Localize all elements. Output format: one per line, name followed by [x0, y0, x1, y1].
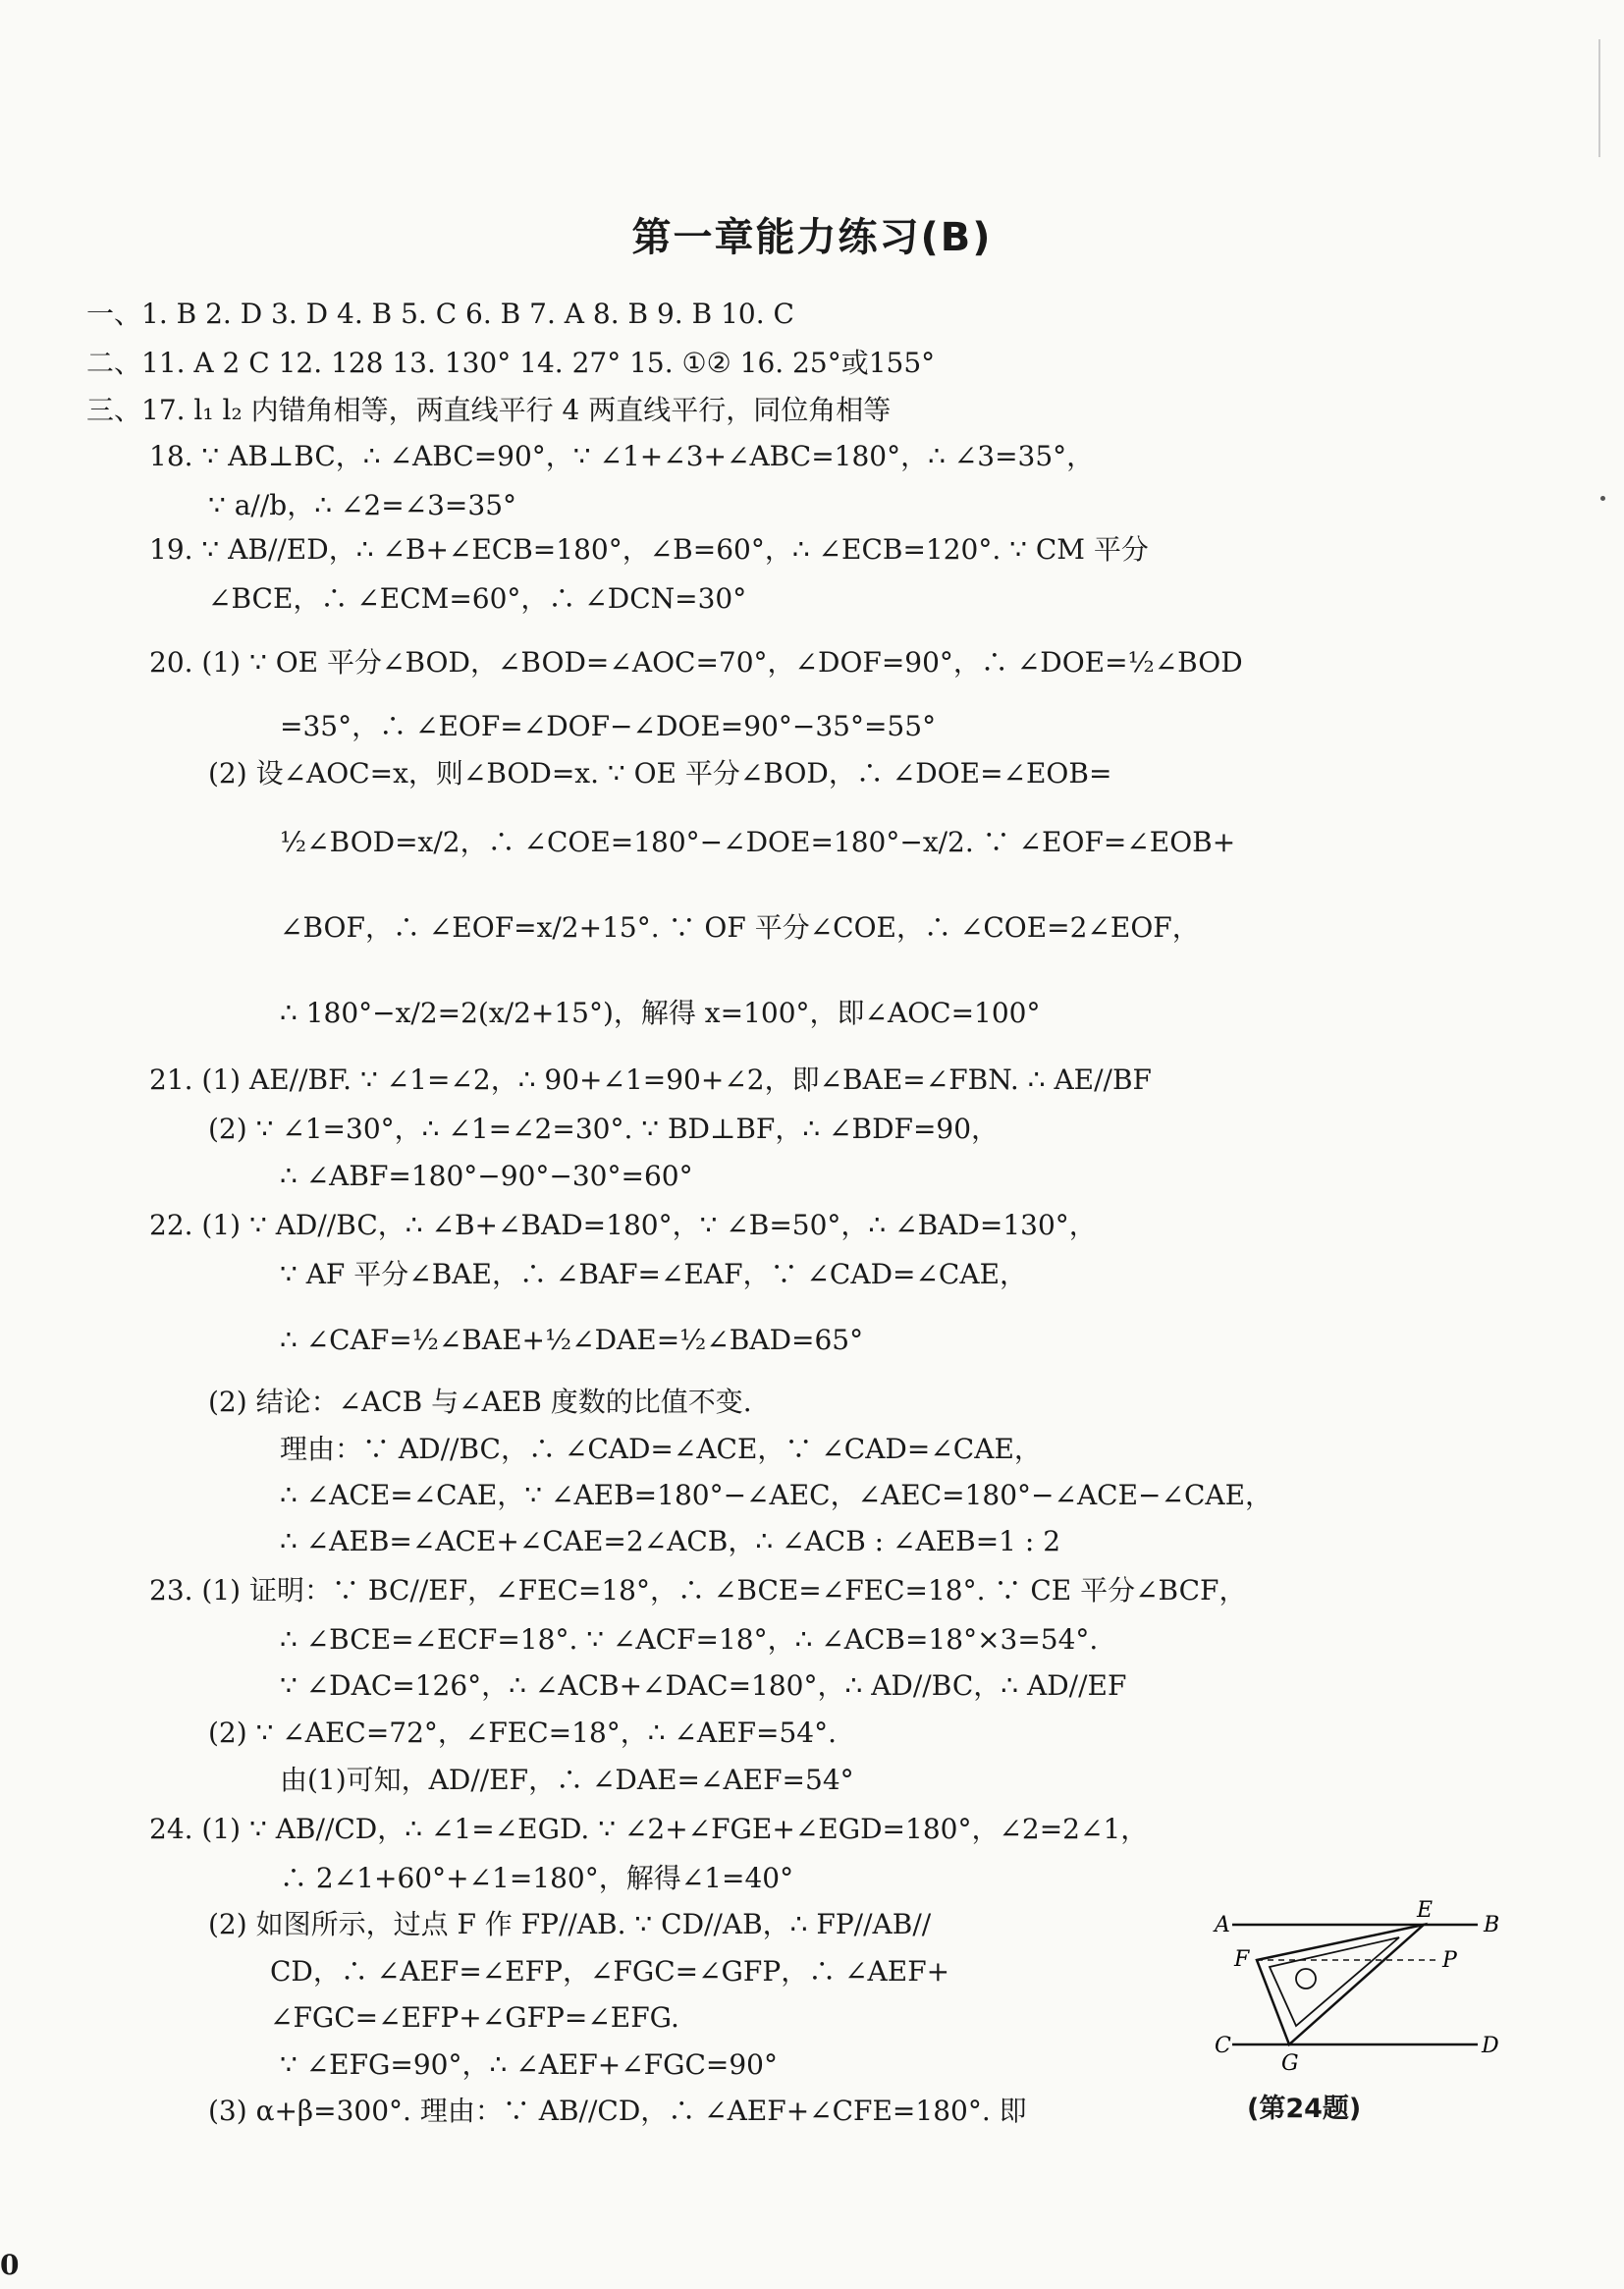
answer-line-18a: 18. ∵ AB⊥BC，∴ ∠ABC=90°，∵ ∠1+∠3+∠ABC=180°，∴ ∠3=35°， — [149, 440, 1095, 472]
answer-line-21a: 21. (1) AE//BF. ∵ ∠1=∠2，∴ 90+∠1=90+∠2，即∠BAE=∠FBN. ∴ AE//BF — [149, 1063, 1152, 1096]
answer-line-3: 三、17. l₁ l₂ 内错角相等，两直线平行 4 两直线平行，同位角相等 — [86, 394, 892, 426]
label-d: D — [1482, 2034, 1499, 2058]
page-title: 第一章能力练习(B) — [631, 215, 993, 260]
figure-caption: (第24题) — [1247, 2094, 1362, 2124]
answer-line-22f: ∴ ∠ACE=∠CAE，∵ ∠AEB=180°−∠AEC，∠AEC=180°−∠ACE−∠CAE， — [280, 1479, 1273, 1511]
answer-line-20e: ∠BOF，∴ ∠EOF=x/2+15°. ∵ OF 平分∠COE，∴ ∠COE=2∠EOF， — [280, 911, 1200, 944]
label-e: E — [1417, 1898, 1434, 1923]
label-g: G — [1281, 2051, 1299, 2076]
answer-line-2: 二、11. A 2 C 12. 128 13. 130° 14. 27° 15. ①② 16. 25°或155° — [86, 347, 936, 379]
answer-line-22a: 22. (1) ∵ AD//BC，∴ ∠B+∠BAD=180°，∵ ∠B=50°，∴ ∠BAD=130°， — [149, 1209, 1097, 1241]
answer-line-24e: ∠FGC=∠EFP+∠GFP=∠EFG. — [270, 2001, 679, 2034]
label-f: F — [1234, 1947, 1250, 1972]
answer-line-22c: ∴ ∠CAF=½∠BAE+½∠DAE=½∠BAD=65° — [280, 1324, 864, 1356]
triangle-hole — [1296, 1969, 1316, 1989]
answer-line-24c: (2) 如图所示，过点 F 作 FP//AB. ∵ CD//AB，∴ FP//AB// — [208, 1908, 932, 1940]
answer-line-23e: 由(1)可知，AD//EF，∴ ∠DAE=∠AEF=54° — [280, 1764, 854, 1796]
answer-line-24d: CD，∴ ∠AEF=∠EFP，∠FGC=∠GFP，∴ ∠AEF+ — [270, 1955, 950, 1988]
label-p: P — [1442, 1948, 1457, 1973]
answer-line-22d: (2) 结论：∠ACB 与∠AEB 度数的比值不变. — [208, 1386, 752, 1418]
page-edge-line — [1598, 39, 1600, 157]
page-number-fragment: 0 — [0, 2249, 20, 2281]
answer-line-24g: (3) α+β=300°. 理由：∵ AB//CD，∴ ∠AEF+∠CFE=180°. 即 — [208, 2095, 1027, 2127]
answer-line-19b: ∠BCE，∴ ∠ECM=60°，∴ ∠DCN=30° — [208, 582, 747, 615]
triangle-efg — [1257, 1925, 1424, 2044]
answer-line-23c: ∵ ∠DAC=126°，∴ ∠ACB+∠DAC=180°，∴ AD//BC，∴ AD//EF — [280, 1669, 1127, 1702]
answer-line-20c: (2) 设∠AOC=x，则∠BOD=x. ∵ OE 平分∠BOD，∴ ∠DOE=∠EOB= — [208, 757, 1112, 790]
label-a: A — [1215, 1913, 1230, 1937]
answer-line-23d: (2) ∵ ∠AEC=72°，∠FEC=18°，∴ ∠AEF=54°. — [208, 1717, 838, 1749]
answer-line-21c: ∴ ∠ABF=180°−90°−30°=60° — [280, 1160, 693, 1192]
answer-line-20f: ∴ 180°−x/2=2(x/2+15°)，解得 x=100°，即∠AOC=100° — [280, 997, 1041, 1029]
answer-line-24a: 24. (1) ∵ AB//CD，∴ ∠1=∠EGD. ∵ ∠2+∠FGE+∠EGD=180°，∠2=2∠1， — [149, 1813, 1149, 1845]
answer-line-18b: ∵ a//b，∴ ∠2=∠3=35° — [208, 489, 517, 521]
answer-line-21b: (2) ∵ ∠1=30°，∴ ∠1=∠2=30°. ∵ BD⊥BF，∴ ∠BDF=90， — [208, 1113, 1000, 1145]
answer-line-22b: ∵ AF 平分∠BAE，∴ ∠BAF=∠EAF，∵ ∠CAD=∠CAE， — [280, 1258, 1028, 1290]
label-b: B — [1484, 1913, 1500, 1937]
answer-line-23b: ∴ ∠BCE=∠ECF=18°. ∵ ∠ACF=18°，∴ ∠ACB=18°×3=54°. — [280, 1623, 1099, 1656]
answer-line-23a: 23. (1) 证明：∵ BC//EF，∠FEC=18°，∴ ∠BCE=∠FEC=18°. ∵ CE 平分∠BCF， — [149, 1574, 1247, 1607]
label-c: C — [1215, 2034, 1231, 2058]
scan-dot — [1600, 496, 1605, 501]
figure-24-diagram — [1203, 1898, 1500, 2101]
answer-line-20d: ½∠BOD=x/2，∴ ∠COE=180°−∠DOE=180°−x/2. ∵ ∠EOF=∠EOB+ — [280, 826, 1236, 858]
answer-line-1: 一、1. B 2. D 3. D 4. B 5. C 6. B 7. A 8. B 9. B 10. C — [86, 298, 794, 330]
answer-line-22g: ∴ ∠AEB=∠ACE+∠CAE=2∠ACB，∴ ∠ACB : ∠AEB=1 : 2 — [280, 1525, 1061, 1557]
triangle-inner — [1270, 1937, 1399, 2026]
answer-line-24f: ∵ ∠EFG=90°，∴ ∠AEF+∠FGC=90° — [280, 2048, 778, 2081]
answer-line-19a: 19. ∵ AB//ED，∴ ∠B+∠ECB=180°，∠B=60°，∴ ∠ECB=120°. ∵ CM 平分 — [149, 533, 1149, 566]
answer-line-20b: =35°，∴ ∠EOF=∠DOF−∠DOE=90°−35°=55° — [280, 710, 937, 742]
answer-line-20a: 20. (1) ∵ OE 平分∠BOD，∠BOD=∠AOC=70°，∠DOF=90°，∴ ∠DOE=½∠BOD — [149, 646, 1243, 679]
answer-line-24b: ∴ 2∠1+60°+∠1=180°，解得∠1=40° — [280, 1862, 794, 1894]
answer-line-22e: 理由：∵ AD//BC，∴ ∠CAD=∠ACE，∵ ∠CAD=∠CAE， — [280, 1433, 1042, 1465]
